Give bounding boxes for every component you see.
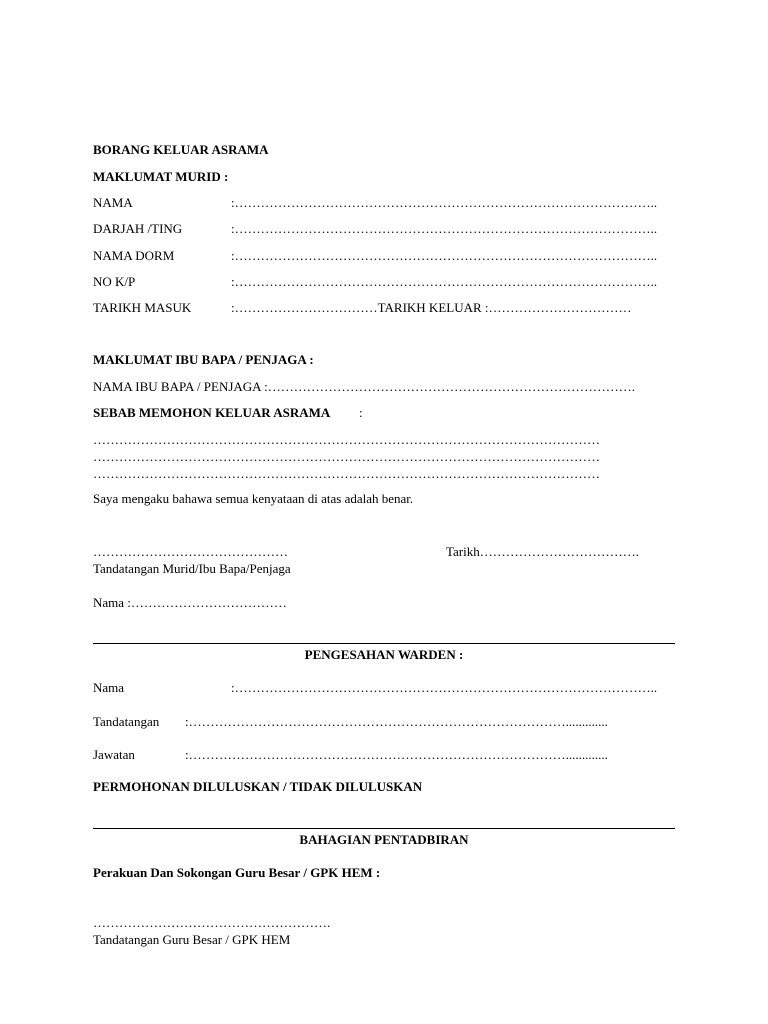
approval-decision: PERMOHONAN DILULUSKAN / TIDAK DILULUSKAN [93,779,423,794]
admin-divider [93,828,675,829]
warden-position-label: Jawatan [93,747,135,762]
admin-subheading: Perakuan Dan Sokongan Guru Besar / GPK HEM : [93,865,381,880]
reason-line-1: ……………………………………………………………………………………………………… [93,432,600,447]
parent-name-field: NAMA IBU BAPA / PENJAGA :…………………………………………………………………………. [93,379,635,394]
date-in-label: TARIKH MASUK [93,300,192,315]
warden-position-field: :……………………………………………………………………………............. [185,747,608,762]
declaration-text: Saya mengaku bahawa semua kenyataan di atas adalah benar. [93,491,414,506]
reason-line-2: ……………………………………………………………………………………………………… [93,449,600,464]
dorm-name-field: :…………………………………………………………………………………….. [231,248,658,263]
admin-heading: BAHAGIAN PENTADBIRAN [299,832,469,847]
signature-label: Tandatangan Murid/Ibu Bapa/Penjaga [93,561,291,576]
admin-signature-label: Tandatangan Guru Besar / GPK HEM [93,932,291,947]
student-section-heading: MAKLUMAT MURID : [93,169,229,184]
dorm-name-label: NAMA DORM [93,248,175,263]
date-line: Tarikh………………………………. [446,544,639,559]
warden-heading: PENGESAHAN WARDEN : [304,647,464,662]
student-class-label: DARJAH /TING [93,221,183,236]
student-class-field: :…………………………………………………………………………………….. [231,221,658,236]
warden-signature-label: Tandatangan [93,714,160,729]
admin-signature-line: ………………………………………………. [93,915,331,930]
signature-line: ……………………………………… [93,544,288,559]
student-name-field: :…………………………………………………………………………………….. [231,195,658,210]
ic-number-label: NO K/P [93,274,136,289]
student-name-label: NAMA [93,195,133,210]
reason-line-3: ……………………………………………………………………………………………………… [93,466,600,481]
warden-name-field: :…………………………………………………………………………………….. [231,680,658,695]
warden-signature-field: :……………………………………………………………………………............. [185,714,608,729]
name-line: Nama :……………………………… [93,595,287,610]
parent-section-heading: MAKLUMAT IBU BAPA / PENJAGA : [93,352,314,367]
warden-name-label: Nama [93,680,125,695]
ic-number-field: :…………………………………………………………………………………….. [231,274,658,289]
date-in-out-field: :……………………………TARIKH KELUAR :…………………………… [231,300,632,315]
reason-colon: : [359,405,363,420]
reason-heading: SEBAB MEMOHON KELUAR ASRAMA [93,405,331,420]
warden-divider [93,643,675,644]
form-title: BORANG KELUAR ASRAMA [93,142,269,157]
